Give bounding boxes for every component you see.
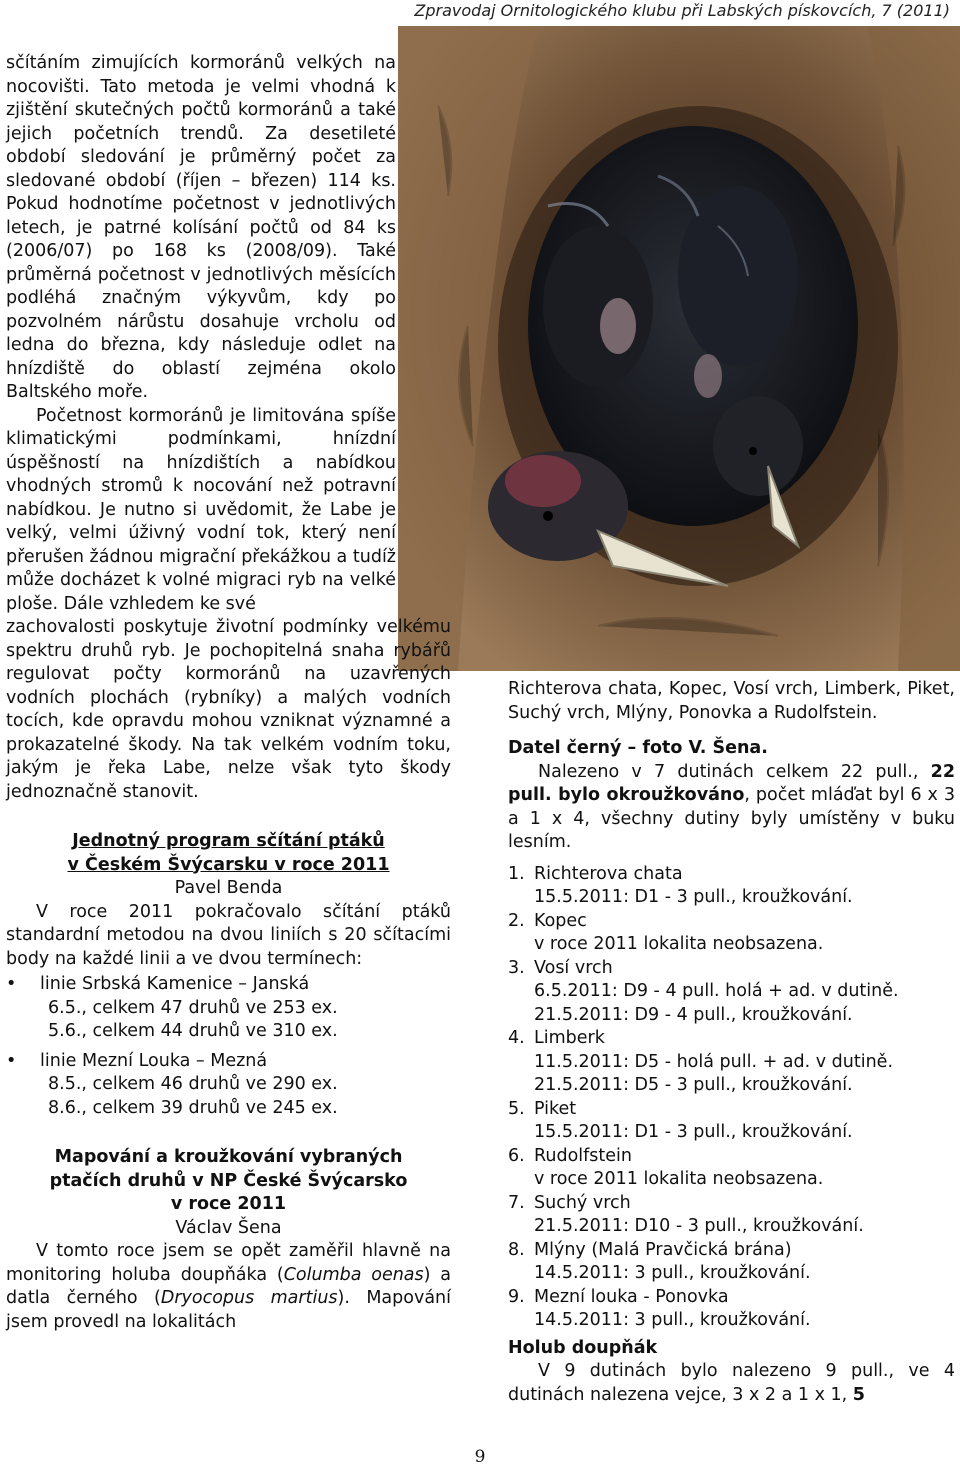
list-item: • linie Mezní Louka – Mezná xyxy=(6,1050,451,1074)
mapping-paragraph: V tomto roce jsem se opět zaměřil hlavně na monitoring holuba doupňáka (Columba oenas) a datla černého (Dryocopus martius). Mapování jsem provedl na lokalitách xyxy=(6,1241,451,1332)
holub-heading: Holub doupňák xyxy=(508,1337,658,1358)
site-item: 9. Mezní louka - Ponovka 14.5.2011: 3 pull., kroužkování. xyxy=(508,1286,811,1330)
site-item: 8. Mlýny (Malá Pravčická brána) 14.5.2011: 3 pull., kroužkování. xyxy=(508,1239,811,1283)
site-item: 6. Rudolfstein v roce 2011 lokalita neobsazena. xyxy=(508,1145,824,1189)
intro-paragraph: sčítáním zimujících kormoránů velkých na nocovišti. Tato metoda je velmi vhodná k zjištění skutečných počtů kormoránů a také jejich početních trendů. Za desetileté období sledování je průměrný počet za sledované období (říjen – březen) 114 ks. Pokud hodnotíme početnost v jednotlivých letech, je patrné kolísání počtů od 84 ks (2006/07) po 168 ks (2008/09). Také průměrná početnost v jednotlivých měsících podléhá značným výkyvům, kdy po pozvolném nárůstu dosahuje vrcholu od ledna do března, kdy následuje odlet na hnízdiště do oblastí zejména okolo Baltského moře. xyxy=(6,53,396,402)
left-column xyxy=(6,52,451,1334)
locations-paragraph: Richterova chata, Kopec, Vosí vrch, Limberk, Piket, Suchý vrch, Mlýny, Ponovka a Rudolfstein. xyxy=(508,679,955,723)
author-pavel-benda: Pavel Benda xyxy=(174,878,283,898)
paragraph-2-continued: zachovalosti poskytuje životní podmínky velkému spektru druhů ryb. Je pochopitelná snaha rybářů regulovat počty kormoránů na uzavřených vodních plochách (rybníky) a malých vodních tocích, kde opravdu mohou vzniknat významné a prokazatelné škody. Na tak velkém vodním toku, jakým je řeka Labe, nelze však tyto škody jednoznačně stanovit. xyxy=(6,617,451,802)
section-title-mapping: Mapování a kroužkování vybraných ptačích druhů v NP České Švýcarsko v roce 2011 xyxy=(49,1147,408,1214)
list-item: 5.6., celkem 44 druhů ve 310 ex. xyxy=(48,1021,338,1041)
list-item: 8.5., celkem 46 druhů ve 290 ex. xyxy=(48,1074,338,1094)
section-title-bird-census: Jednotný program sčítání ptáků v Českém Švýcarsku v roce 2011 xyxy=(67,831,390,875)
site-item: 5. Piket 15.5.2011: D1 - 3 pull., kroužkování. xyxy=(508,1098,853,1142)
site-item: 7. Suchý vrch 21.5.2011: D10 - 3 pull., kroužkování. xyxy=(508,1192,864,1236)
site-item: 4. Limberk 11.5.2011: D5 - holá pull. + ad. v dutině. 21.5.2011: D5 - 3 pull., kroužkování. xyxy=(508,1028,894,1095)
site-item: 1. Richterova chata 15.5.2011: D1 - 3 pull., kroužkování. xyxy=(508,863,853,907)
site-item: 2. Kopec v roce 2011 lokalita neobsazena. xyxy=(508,910,824,954)
list-item: 8.6., celkem 39 druhů ve 245 ex. xyxy=(48,1097,338,1118)
site-item: 3. Vosí vrch 6.5.2011: D9 - 4 pull. holá + ad. v dutině. 21.5.2011: D9 - 4 pull., kroužkování. xyxy=(508,957,899,1025)
author-vaclav-sena: Václav Šena xyxy=(175,1217,282,1238)
list-item: • linie Srbská Kamenice – Janská xyxy=(6,973,451,997)
paragraph-2: Početnost kormoránů je limitována spíše klimatickými podmínkami, hnízdní úspěšností na hnízdištích a nabídkou vhodných stromů k nocování než potravní nabídkou. Je nutno si uvědomit, že Labe je velký, velmi úživný vodní tok, který není přerušen žádnou migrační překážkou a tudíž může docházet k volné migraci ryb na velké ploše. Dále vzhledem ke své xyxy=(6,405,396,614)
census-lines-list xyxy=(6,973,451,997)
census-intro: V roce 2011 pokračovalo sčítání ptáků standardní metodou na dvou liniích s 20 sčítacími body na každé linii a ve dvou termínech: xyxy=(6,901,451,969)
list-item: 6.5., celkem 47 druhů ve 253 ex. xyxy=(48,997,338,1018)
datel-paragraph: Nalezeno v 7 dutinách celkem 22 pull., 22 pull. bylo okroužkováno, počet mláďat byl 6 x 3 a 1 x 4, všechny dutiny byly umístěny v buku lesním. xyxy=(508,761,955,852)
sites-list xyxy=(508,863,955,1333)
holub-paragraph: V 9 dutinách bylo nalezeno 9 pull., ve 4 dutinách nalezena vejce, 3 x 2 a 1 x 1, 5 xyxy=(508,1361,955,1405)
running-header: Zpravodaj Ornitologického klubu při Labských pískovcích, 7 (2011) xyxy=(414,1,950,20)
photo-woodpecker-chicks xyxy=(398,26,960,671)
page-number: 9 xyxy=(474,1447,486,1467)
datel-heading: Datel černý – foto V. Šena. xyxy=(508,738,768,758)
right-column xyxy=(508,678,955,1407)
census-lines-list xyxy=(6,1050,451,1074)
